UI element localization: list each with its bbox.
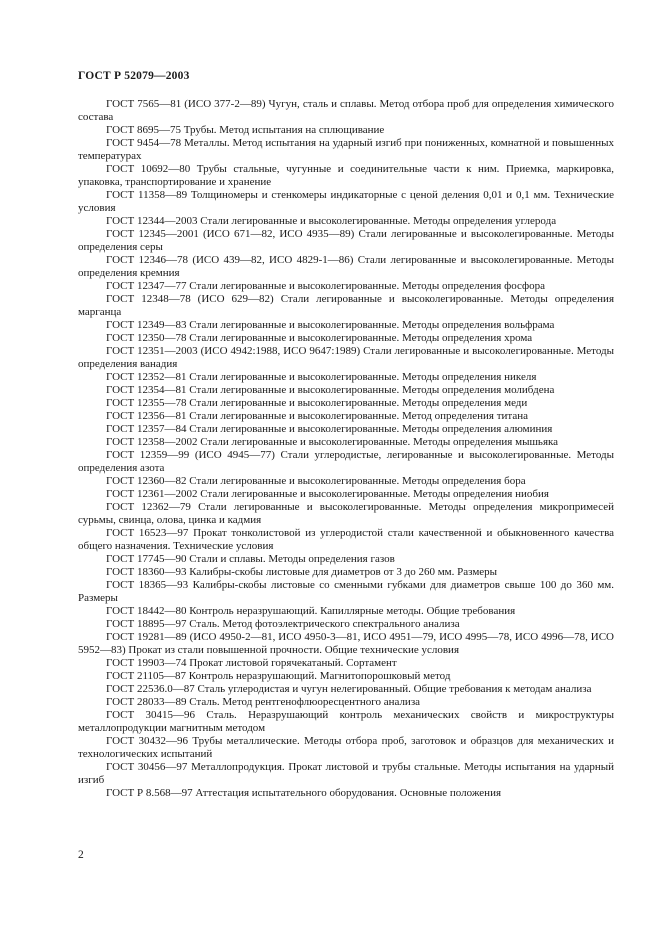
reference-entry: ГОСТ 12350—78 Стали легированные и высоколегированные. Методы определения хрома: [106, 332, 533, 344]
reference-entry: ГОСТ 12347—77 Стали легированные и высоколегированные. Методы определения фосфора: [106, 280, 546, 292]
reference-entry: ГОСТ Р 8.568—97 Аттестация испытательного оборудования. Основные положения: [106, 787, 502, 799]
reference-entry: ГОСТ 12345—2001 (ИСО 671—82, ИСО 4935—89) Стали легированные и высоколегированные. Методы определения серы: [78, 228, 614, 253]
reference-entry: ГОСТ 17745—90 Стали и сплавы. Методы определения газов: [106, 553, 395, 565]
reference-entry: ГОСТ 18360—93 Калибры-скобы листовые для диаметров от 3 до 260 мм. Размеры: [106, 566, 498, 578]
reference-entry: ГОСТ 18365—93 Калибры-скобы листовые со сменными губками для диаметров свыше 100 до 360 мм. Размеры: [78, 579, 614, 604]
page-number: 2: [78, 849, 84, 861]
reference-entry: ГОСТ 19903—74 Прокат листовой горячекатаный. Сортамент: [106, 657, 397, 669]
reference-entry: ГОСТ 18895—97 Сталь. Метод фотоэлектрического спектрального анализа: [106, 618, 460, 630]
reference-entry: ГОСТ 12360—82 Стали легированные и высоколегированные. Методы определения бора: [106, 475, 526, 487]
reference-entry: ГОСТ 19281—89 (ИСО 4950-2—81, ИСО 4950-3—81, ИСО 4951—79, ИСО 4995—78, ИСО 4996—78, ИСО 5952—83) Прокат из стали повышенной прочности. Общие технические условия: [78, 631, 614, 656]
reference-entry: ГОСТ 9454—78 Металлы. Метод испытания на ударный изгиб при пониженных, комнатной и повышенных температурах: [78, 137, 614, 162]
reference-entry: ГОСТ 12356—81 Стали легированные и высоколегированные. Метод определения титана: [106, 410, 529, 422]
reference-entry: ГОСТ 12359—99 (ИСО 4945—77) Стали углеродистые, легированные и высоколегированные. Методы определения азота: [78, 449, 614, 474]
reference-entry: ГОСТ 30456—97 Металлопродукция. Прокат листовой и трубы стальные. Методы испытания на ударный изгиб: [78, 761, 614, 786]
reference-entry: ГОСТ 18442—80 Контроль неразрушающий. Капиллярные методы. Общие требования: [106, 605, 516, 617]
reference-entry: ГОСТ 30415—96 Сталь. Неразрушающий контроль механических свойств и микроструктуры металлопродукции магнитным методом: [78, 709, 614, 734]
reference-entry: ГОСТ 7565—81 (ИСО 377-2—89) Чугун, сталь и сплавы. Метод отбора проб для определения химического состава: [78, 98, 614, 123]
reference-entry: ГОСТ 16523—97 Прокат тонколистовой из углеродистой стали качественной и обыкновенного качества общего назначения. Технические условия: [78, 527, 614, 552]
reference-entry: ГОСТ 12355—78 Стали легированные и высоколегированные. Методы определения меди: [106, 397, 528, 409]
reference-entry: ГОСТ 12346—78 (ИСО 439—82, ИСО 4829-1—86) Стали легированные и высоколегированные. Методы определения кремния: [78, 254, 614, 279]
reference-entry: ГОСТ 30432—96 Трубы металлические. Методы отбора проб, заготовок и образцов для механических и технологических испытаний: [78, 735, 614, 760]
reference-entry: ГОСТ 12351—2003 (ИСО 4942:1988, ИСО 9647:1989) Стали легированные и высоколегированные. Методы определения ванадия: [78, 345, 614, 370]
reference-entry: ГОСТ 12361—2002 Стали легированные и высоколегированные. Методы определения ниобия: [106, 488, 549, 500]
reference-entry: ГОСТ 11358—89 Толщиномеры и стенкомеры индикаторные с ценой деления 0,01 и 0,1 мм. Технические условия: [78, 189, 614, 214]
page-header-title: ГОСТ Р 52079—2003: [78, 70, 190, 82]
reference-entry: ГОСТ 12352—81 Стали легированные и высоколегированные. Методы определения никеля: [106, 371, 537, 383]
reference-entry: ГОСТ 21105—87 Контроль неразрушающий. Магнитопорошковый метод: [106, 670, 451, 682]
reference-entry: ГОСТ 12344—2003 Стали легированные и высоколегированные. Методы определения углерода: [106, 215, 557, 227]
reference-entry: ГОСТ 10692—80 Трубы стальные, чугунные и соединительные части к ним. Приемка, маркировка, упаковка, транспортирование и хранение: [78, 163, 614, 188]
reference-entry: ГОСТ 12354—81 Стали легированные и высоколегированные. Методы определения молибдена: [106, 384, 555, 396]
reference-entry: ГОСТ 22536.0—87 Сталь углеродистая и чугун нелегированный. Общие требования к методам анализа: [106, 683, 592, 695]
reference-entry: ГОСТ 28033—89 Сталь. Метод рентгенофлюоресцентного анализа: [106, 696, 421, 708]
reference-entry: ГОСТ 12348—78 (ИСО 629—82) Стали легированные и высоколегированные. Методы определения марганца: [78, 293, 614, 318]
reference-entry: ГОСТ 12362—79 Стали легированные и высоколегированные. Методы определения микропримесей сурьмы, свинца, олова, цинка и кадмия: [78, 501, 614, 526]
reference-entry: ГОСТ 8695—75 Трубы. Метод испытания на сплющивание: [106, 124, 385, 136]
normative-references-list: [78, 98, 614, 800]
reference-entry: ГОСТ 12357—84 Стали легированные и высоколегированные. Методы определения алюминия: [106, 423, 553, 435]
reference-entry: ГОСТ 12358—2002 Стали легированные и высоколегированные. Методы определения мышьяка: [106, 436, 559, 448]
reference-entry: ГОСТ 12349—83 Стали легированные и высоколегированные. Методы определения вольфрама: [106, 319, 555, 331]
